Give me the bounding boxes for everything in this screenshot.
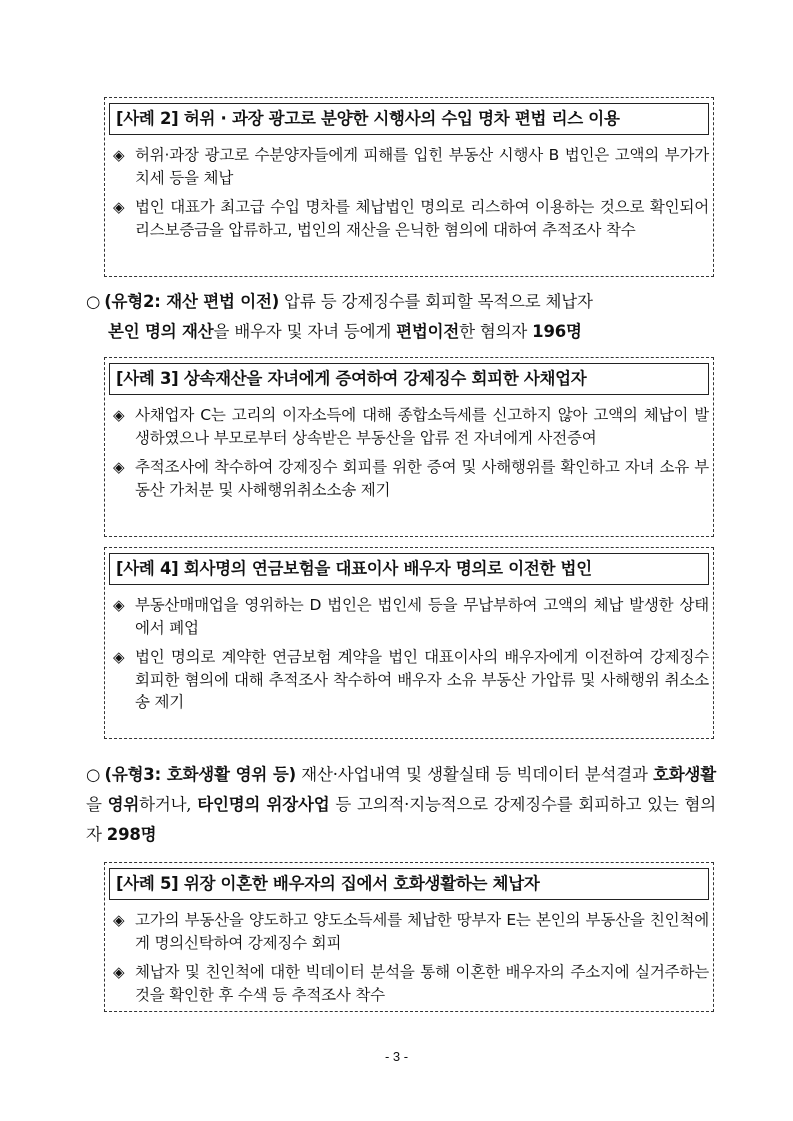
diamond-bullet-icon: ◈ [113,458,125,476]
page-number: - 3 - [384,1049,409,1064]
case-box-2 [104,97,714,277]
list-item: ◈ 법인 명의로 계약한 연금보험 계약을 법인 대표이사의 배우자에게 이전하여 강제징수 회피한 혐의에 대해 추적조사 착수하여 배우자 소유 부동산 가압류 및 사해행위 취소소송 제기 [113,648,709,711]
case-box-4 [104,547,714,739]
case-title-4: [사례 4] 회사명의 연금보험을 대표이사 배우자 명의로 이전한 법인 [109,553,709,585]
diamond-bullet-icon: ◈ [113,911,125,929]
diamond-bullet-icon: ◈ [113,146,125,164]
diamond-bullet-icon: ◈ [113,963,125,981]
diamond-bullet-icon: ◈ [113,198,125,216]
list-item: ◈ 체납자 및 친인척에 대한 빅데이터 분석을 통해 이혼한 배우자의 주소지에 실거주하는 것을 확인한 후 수색 등 추적조사 착수 [113,963,709,1004]
list-item: ◈ 사채업자 C는 고리의 이자소득에 대해 종합소득세를 신고하지 않아 고액의 체납이 발생하였으나 부모로부터 상속받은 부동산을 압류 전 자녀에게 사전증여 [113,406,709,447]
case-box-5 [104,862,714,1012]
circle-marker: ○ [86,765,101,784]
case-title-5: [사례 5] 위장 이혼한 배우자의 집에서 호화생활하는 체납자 [109,868,709,900]
circle-marker: ○ [86,292,101,311]
diamond-bullet-icon: ◈ [113,406,125,424]
case-box-3 [104,357,714,537]
list-item: ◈ 고가의 부동산을 양도하고 양도소득세를 체납한 땅부자 E는 본인의 부동산을 친인척에게 명의신탁하여 강제징수 회피 [113,911,709,952]
list-item: ◈ 법인 대표가 최고급 수입 명차를 체납법인 명의로 리스하여 이용하는 것으로 확인되어 리스보증금을 압류하고, 법인의 재산을 은닉한 혐의에 대하여 추적조사 착수 [113,198,709,239]
list-item: ◈ 허위·과장 광고로 수분양자들에게 피해를 입힌 부동산 시행사 B 법인은 고액의 부가가치세 등을 체납 [113,146,709,187]
type3-paragraph: ○ (유형3: 호화생활 영위 등) 재산·사업내역 및 생활실태 등 빅데이터 분석결과 호화생활을 영위하거나, 타인명의 위장사업 등 고의적·지능적으로 강제징수를 회피하고 있는 혐의자 298명 [86,765,717,844]
list-item: ◈ 부동산매매업을 영위하는 D 법인은 법인세 등을 무납부하여 고액의 체납 발생한 상태에서 폐업 [113,596,709,637]
diamond-bullet-icon: ◈ [113,596,125,614]
case-title-2: [사례 2] 허위 · 과장 광고로 분양한 시행사의 수입 명차 편법 리스 이용 [109,103,709,135]
diamond-bullet-icon: ◈ [113,648,125,666]
case-title-3: [사례 3] 상속재산을 자녀에게 증여하여 강제징수 회피한 사채업자 [109,363,709,395]
type2-paragraph: ○ (유형2: 재산 편법 이전) 압류 등 강제징수를 회피할 목적으로 체납자 본인 명의 재산을 배우자 및 자녀 등에게 편법이전한 혐의자 196명 [86,292,593,341]
list-item: ◈ 추적조사에 착수하여 강제징수 회피를 위한 증여 및 사해행위를 확인하고 자녀 소유 부동산 가처분 및 사해행위취소소송 제기 [113,458,709,499]
